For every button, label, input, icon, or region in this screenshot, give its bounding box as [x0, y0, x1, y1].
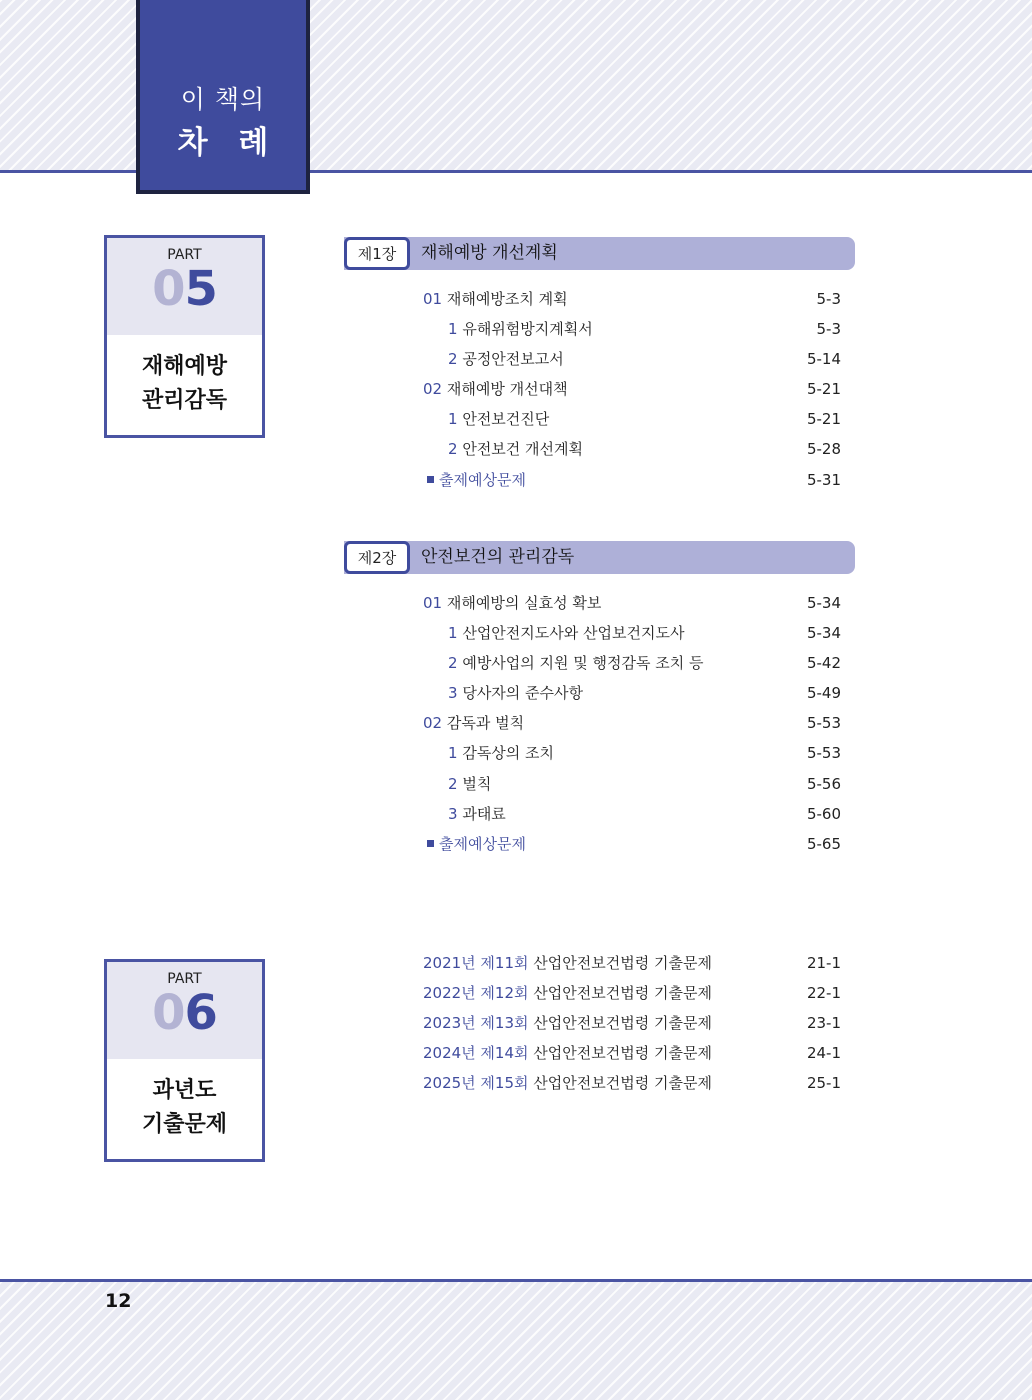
toc-page: 5-3: [816, 320, 841, 339]
part-title-line2: 관리감독: [141, 388, 227, 413]
toc-page: 5-34: [806, 624, 841, 643]
chapter-2-bar: [344, 541, 855, 574]
toc-page: 5-3: [816, 290, 841, 308]
title-small: 이 책의: [180, 85, 266, 114]
toc-page: 5-49: [806, 684, 841, 703]
part-title: [107, 335, 262, 435]
part-05-head: [107, 238, 262, 335]
past-exam-item[interactable]: [423, 1008, 841, 1038]
footer-stripe-band: [0, 1282, 1032, 1400]
part-number: [107, 985, 262, 1041]
toc-page: 5-21: [806, 380, 841, 399]
part-title-line1: 과년도: [152, 1078, 217, 1103]
past-exam-item[interactable]: [423, 1038, 841, 1068]
toc-text: 벌칙: [462, 774, 492, 793]
past-exam-label: 2025년 제15회: [423, 1074, 529, 1093]
title-big: 차 례: [177, 125, 279, 161]
toc-subsection[interactable]: [423, 344, 841, 374]
square-bullet-icon: [427, 840, 434, 847]
chapter-title: 재해예방 개선계획: [421, 243, 558, 263]
toc-page: 5-56: [806, 774, 841, 793]
toc-page: 24-1: [806, 1044, 841, 1063]
toc-text: 산업안전지도사와 산업보건지도사: [462, 624, 685, 643]
toc-number: 2: [448, 350, 458, 369]
toc-text: 예방사업의 지원 및 행정감독 조치 등: [462, 654, 704, 673]
toc-section[interactable]: [423, 588, 841, 618]
toc-number: 01: [423, 290, 443, 308]
square-bullet-icon: [427, 476, 434, 483]
part-number: [107, 261, 262, 317]
toc-subsection[interactable]: [423, 648, 841, 678]
past-exam-item[interactable]: [423, 1068, 841, 1098]
toc-number: 02: [423, 714, 443, 733]
toc-text: 재해예방의 실효성 확보: [446, 594, 602, 612]
toc-text: 산업안전보건법령 기출문제: [533, 1044, 712, 1063]
toc-page: 5-21: [806, 410, 841, 429]
part-number-second-digit: 5: [184, 261, 217, 317]
page-number: 12: [105, 1290, 132, 1312]
toc-text: 당사자의 준수사항: [462, 684, 584, 703]
toc-text: 산업안전보건법령 기출문제: [533, 984, 712, 1003]
toc-page: 5-31: [806, 470, 841, 489]
toc-subsection[interactable]: [423, 678, 841, 708]
toc-text: 산업안전보건법령 기출문제: [533, 1074, 712, 1093]
toc-page: 5-14: [806, 350, 841, 369]
past-exam-item[interactable]: [423, 948, 841, 978]
past-exams-toc: [423, 948, 841, 1098]
toc-page: 5-34: [806, 594, 841, 612]
chapter-1-toc: [423, 284, 841, 495]
toc-text: 출제예상문제: [439, 834, 526, 853]
part-label: PART: [167, 247, 202, 263]
toc-text: 유해위험방지계획서: [462, 320, 593, 339]
past-exam-item[interactable]: [423, 978, 841, 1008]
past-exam-label: 2023년 제13회: [423, 1014, 529, 1033]
toc-page: 21-1: [806, 954, 841, 972]
toc-page: 5-42: [806, 654, 841, 673]
toc-subsection[interactable]: [423, 314, 841, 344]
past-exam-label: 2022년 제12회: [423, 984, 529, 1003]
toc-section[interactable]: [423, 708, 841, 738]
toc-text: 산업안전보건법령 기출문제: [533, 1014, 712, 1033]
chapter-tag: 제2장: [344, 541, 410, 574]
toc-page: 22-1: [806, 984, 841, 1003]
toc-number: 02: [423, 380, 443, 399]
toc-page: 5-28: [806, 440, 841, 459]
toc-subsection[interactable]: [423, 404, 841, 434]
part-06-head: [107, 962, 262, 1059]
chapter-title: 안전보건의 관리감독: [421, 547, 575, 567]
toc-number: 1: [448, 624, 458, 643]
toc-subsection[interactable]: [423, 799, 841, 829]
past-exam-label: 2021년 제11회: [423, 954, 529, 972]
toc-text: 감독과 벌칙: [446, 714, 525, 733]
part-label: PART: [167, 971, 202, 987]
toc-subsection[interactable]: [423, 434, 841, 464]
toc-subsection[interactable]: [423, 738, 841, 768]
chapter-tag: 제1장: [344, 237, 410, 270]
toc-number: 1: [448, 744, 458, 763]
toc-text: 산업안전보건법령 기출문제: [533, 954, 712, 972]
toc-page: 5-60: [806, 804, 841, 823]
toc-number: 1: [448, 320, 458, 339]
toc-number: 2: [448, 774, 458, 793]
toc-number: 3: [448, 804, 458, 823]
toc-subsection[interactable]: [423, 769, 841, 799]
toc-subsection[interactable]: [423, 618, 841, 648]
toc-practice-questions[interactable]: [423, 465, 841, 495]
part-number-second-digit: 6: [184, 985, 217, 1041]
toc-text: 출제예상문제: [439, 470, 526, 489]
part-title-line2: 기출문제: [141, 1112, 227, 1137]
toc-page: 25-1: [806, 1074, 841, 1093]
contents-title-box: [136, 0, 310, 194]
part-05-box: [104, 235, 265, 438]
toc-text: 감독상의 조치: [462, 744, 555, 763]
toc-page: 23-1: [806, 1014, 841, 1033]
toc-section[interactable]: [423, 374, 841, 404]
part-title: [107, 1059, 262, 1159]
part-title-line1: 재해예방: [141, 354, 227, 379]
toc-section[interactable]: [423, 284, 841, 314]
toc-text: 공정안전보고서: [462, 350, 564, 369]
toc-number: 3: [448, 684, 458, 703]
toc-text: 안전보건 개선계획: [462, 440, 584, 459]
part-number-first-digit: 0: [152, 985, 185, 1041]
part-06-box: [104, 959, 265, 1162]
toc-practice-questions[interactable]: [423, 829, 841, 859]
toc-text: 안전보건진단: [462, 410, 550, 429]
chapter-1-bar: [344, 237, 855, 270]
toc-page: 5-53: [806, 714, 841, 733]
past-exam-label: 2024년 제14회: [423, 1044, 529, 1063]
toc-number: 01: [423, 594, 443, 612]
toc-number: 2: [448, 654, 458, 673]
toc-page: 5-65: [806, 834, 841, 853]
toc-text: 재해예방조치 계획: [446, 290, 568, 308]
toc-text: 재해예방 개선대책: [446, 380, 568, 399]
part-number-first-digit: 0: [152, 261, 185, 317]
toc-page: 5-53: [806, 744, 841, 763]
toc-number: 2: [448, 440, 458, 459]
toc-number: 1: [448, 410, 458, 429]
toc-text: 과태료: [462, 804, 506, 823]
chapter-2-toc: [423, 588, 841, 859]
